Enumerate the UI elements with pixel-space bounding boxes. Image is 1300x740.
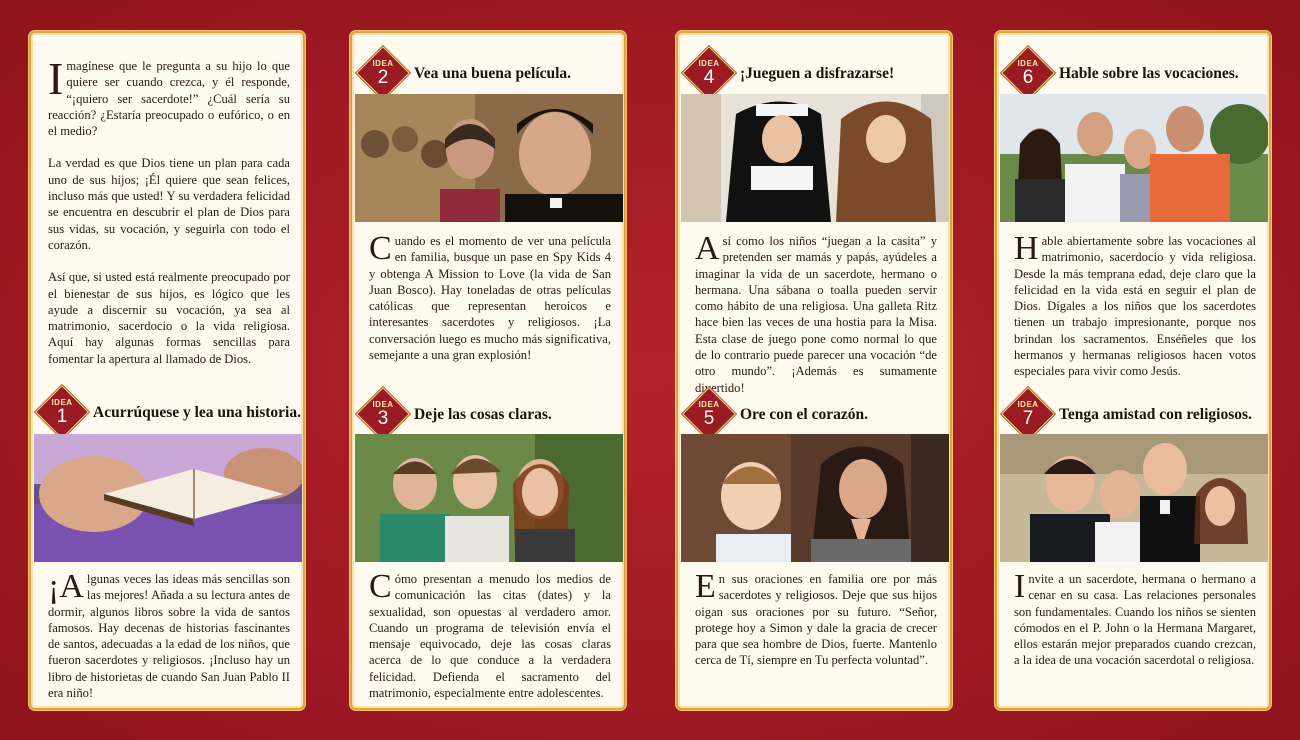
idea-7-title: Tenga amistad con religiosos. [1059,406,1252,423]
idea-3-badge: IDEA 3 [358,390,410,440]
idea-2-badge: IDEA 2 [358,49,410,99]
panel-2 [350,31,626,710]
intro-text [48,53,290,383]
idea-7-text: Invite a un sacerdote, hermana o hermano a cenar en su casa. Las relaciones personales son fundamentales. Cuando los niños se sienten cómodos en el P. John o la Hermana Margaret, ellos estarán mejor preparados cuando crezcan, a la idea de una vocación sacerdotal o religiosa. [1014,568,1256,668]
idea-4-text: Así como los niños “juegan a la casita” y pretenden ser mamás y papás, ayúdeles a imaginar la vida de un sacerdote, hermano o hermana. Una sábana o toalla pueden servir como hábito de una religiosa. Una galleta Ritz hace bien las veces de una hostia para la Misa. Esta clase de juego pone como normal lo que de lo contrario puede parecer una vocación “de otro mundo”. ¡Además es sumamente divertido! [695,230,937,395]
idea-1-header [31,388,303,438]
panel-4 [995,31,1271,710]
intro-paragraph-2: La verdad es que Dios tiene un plan para cada uno de sus hijos; ¡Él quiere que sean felices, incluso más que usted! Y su verdadera felicidad se encuentra en descubrir el plan de Dios para sus vidas, su vocación, y seguirla con todo el corazón. [48,156,290,252]
idea-5-badge: IDEA 5 [684,390,736,440]
idea-1-photo [34,434,302,562]
idea-6-title: Hable sobre las vocaciones. [1059,65,1239,82]
idea-4-title: ¡Jueguen a disfrazarse! [740,65,895,82]
idea-3-title: Deje las cosas claras. [414,406,552,423]
idea-1-text: ¡A lgunas veces las ideas más sencillas son las mejores! Añada a su lectura antes de dormir, algunos libros sobre la vida de santos famosos. Hay decenas de historias fascinantes de santos, adecuadas a la edad de los niños, que fueron sacerdotes y religiosos. ¡Incluso hay un libro de historietas de cuando San Juan Pablo II era niño! [48,568,290,701]
idea-2-title: Vea una buena película. [414,65,572,82]
idea-6-text: Hable abiertamente sobre las vocaciones al matrimonio, sacerdocio y vida religiosa. Desde la más temprana edad, deje claro que la felicidad en la vida está en seguir el plan de Dios. Dígales a los niños que los sacerdotes tienen un trabajo impresionante, porque nos brindan los sacramentos. Enséñeles que los hermanos y hermanas religiosos hacen votos especiales para vivir como Jesús. [1014,230,1256,379]
drop-cap: I [48,53,64,104]
panel-3 [676,31,952,710]
idea-4-photo [681,94,949,222]
idea-5-text: En sus oraciones en familia ore por más sacerdotes y religiosos. Deje que sus hijos oigan sus oraciones por su futuro. “Señor, protege hoy a Simon y dale la gracia de crecer para que sea hombre de Dios, fuerte. Mantenlo cerca de Tí, siempre en Tu perfecta voluntad”. [695,568,937,668]
idea-3-text: Cómo presentan a menudo los medios de comunicación las citas (dates) y la sexualidad, son opuestas al verdadero amor. Cuando un programa de televisión envía el mensaje equivocado, deje las cosas claras acerca de lo que conduce a la verdadera felicidad. Defienda el sacramento del matrimonio, especialmente entre adolescentes. [369,568,611,701]
idea-5-title: Ore con el corazón. [740,406,868,423]
idea-7-photo [1000,434,1268,562]
idea-1-badge: IDEA 1 [37,388,89,438]
idea-6-photo [1000,94,1268,222]
idea-3-header [352,390,624,440]
idea-5-photo [681,434,949,562]
intro-paragraph-1: magínese que le pregunta a su hijo lo que quiere ser cuando crezca, y él responde, “¡quiero ser sacerdote!” ¿Cuál sería su reacción? ¿Estaría preocupado o eufórico, o en el medio? [48,59,290,139]
idea-2-header [352,49,624,99]
idea-1-title: Acurrúquese y lea una historia. [93,404,301,421]
idea-2-text: Cuando es el momento de ver una película en familia, busque un pase en Spy Kids 4 y obtenga A Mission to Love (la vida de San Juan Bosco). Hay toneladas de otras películas católicas que representan heroicos e interesantes sacerdotes y religiosos. ¡La conversación luego es mucho más significativa, semejante a una gran explosión! [369,230,611,363]
idea-7-header [997,390,1269,440]
idea-7-badge: IDEA 7 [1003,390,1055,440]
idea-3-photo [355,434,623,562]
idea-6-badge: IDEA 6 [1003,49,1055,99]
idea-5-header [678,390,950,440]
intro-paragraph-3: Así que, si usted está realmente preocupado por el bienestar de sus hijos, es lógico que les ayude a discernir su vocación, ya sea al matrimonio, sacerdocio o la vida religiosa. Aquí hay algunas formas sencillas para fomentar la apertura al llamado de Dios. [48,270,290,366]
idea-2-photo [355,94,623,222]
panel-1 [29,31,305,710]
idea-4-badge: IDEA 4 [684,49,736,99]
idea-4-header [678,49,950,99]
idea-6-header [997,49,1269,99]
